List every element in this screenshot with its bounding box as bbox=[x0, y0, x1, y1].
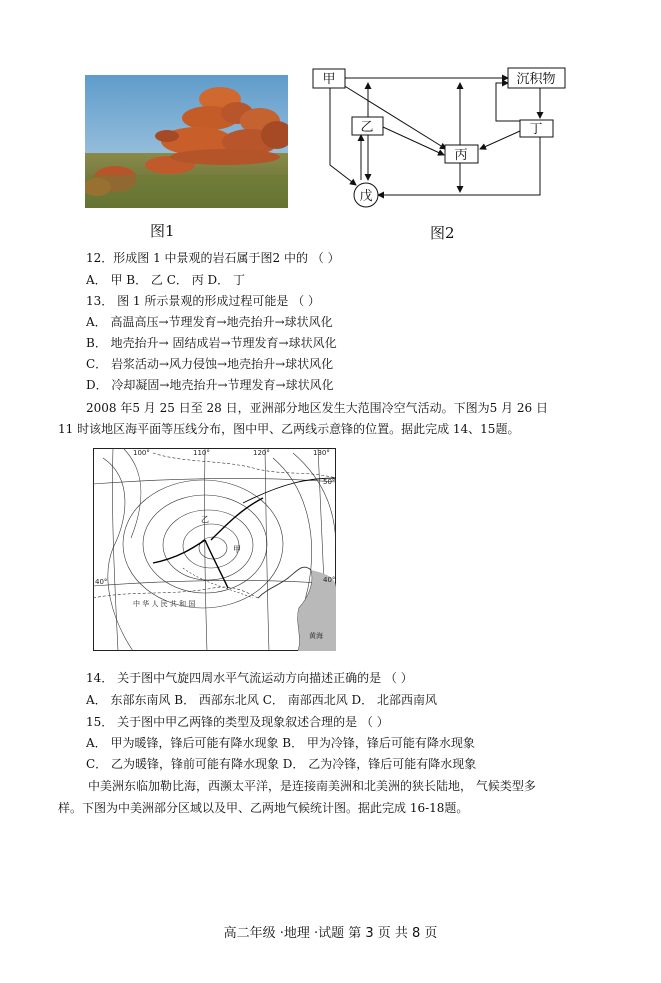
q13-option-c: C． 岩浆活动→风力侵蚀→地壳抬升→球状风化 bbox=[86, 357, 334, 371]
q15-stem: 15． 关于图中甲乙两锋的类型及现象叙述合理的是 （ ） bbox=[86, 715, 389, 729]
q15-options-ab: A． 甲为暖锋，锋后可能有降水现象 B． 甲为冷锋，锋后可能有降水现象 bbox=[86, 736, 475, 750]
page-footer: 高二年级 ·地理 ·试题 第 3 页 共 8 页 bbox=[223, 926, 438, 941]
node-wu: 戊 bbox=[359, 189, 373, 204]
passage-16-18-line1: 中美洲东临加勒比海，西濒太平洋，是连接南美洲和北美洲的狭长陆地， 气候类型多 bbox=[88, 779, 536, 793]
map-label-yi: 乙 bbox=[201, 515, 209, 524]
map-lat-40: 40° bbox=[323, 576, 336, 584]
node-ding: 丁 bbox=[529, 122, 543, 137]
q14-options: A． 东部东南风 B． 西部东北风 C． 南部西北风 D． 北部西南风 bbox=[86, 693, 437, 707]
map-lon-130: 130° bbox=[313, 449, 330, 457]
map-lon-120: 120° bbox=[253, 449, 270, 457]
map-lat-40-left: 40° bbox=[95, 578, 108, 586]
isobar-map bbox=[93, 448, 336, 651]
map-label-jia: 甲 bbox=[233, 545, 241, 554]
map-lon-110: 110° bbox=[193, 449, 210, 457]
q13-stem: 13． 图 1 所示景观的形成过程可能是 （ ） bbox=[86, 294, 320, 308]
q12-options: A． 甲 B． 乙 C． 丙 D． 丁 bbox=[86, 273, 245, 287]
map-lat-50: 50° bbox=[323, 478, 336, 486]
node-yi: 乙 bbox=[360, 120, 374, 135]
figure-2-rock-cycle-diagram bbox=[308, 65, 578, 210]
map-sea-label: 黄海 bbox=[309, 632, 323, 640]
q13-option-b: B． 地壳抬升→ 固结成岩→节理发育→球状风化 bbox=[86, 336, 337, 350]
q12-stem: 12．形成图 1 中景观的岩石属于图2 中的 （ ） bbox=[86, 251, 340, 265]
q14-stem: 14． 关于图中气旋四周水平气流运动方向描述正确的是 （ ） bbox=[86, 671, 413, 685]
passage-16-18-line2: 样。下图为中美洲部分区域以及甲、乙两地气候统计图。据此完成 16-18题。 bbox=[58, 801, 469, 815]
q15-options-cd: C． 乙为暖锋，锋前可能有降水现象 D． 乙为冷锋，锋后可能有降水现象 bbox=[86, 757, 477, 771]
map-lon-100: 100° bbox=[133, 449, 150, 457]
figure-1-photo bbox=[85, 75, 288, 208]
passage-14-15-line2: 11 时该地区海平面等压线分布，图中甲、乙两线示意锋的位置。据此完成 14、15题。 bbox=[58, 422, 520, 436]
node-bing: 丙 bbox=[454, 148, 468, 163]
q13-option-d: D． 冷却凝固→地壳抬升→节理发育→球状风化 bbox=[86, 378, 334, 392]
node-jia: 甲 bbox=[322, 72, 336, 87]
q13-option-a: A． 高温高压→节理发育→地壳抬升→球状风化 bbox=[86, 315, 333, 329]
passage-14-15-line1: 2008 年5 月 25 日至 28 日，亚洲部分地区发生大范围冷空气活动。下图为5 月 26 日 bbox=[86, 401, 548, 415]
figure-1-caption: 图1 bbox=[150, 222, 175, 240]
map-country-label: 中 华 人 民 共 和 国 bbox=[133, 600, 196, 608]
figure-2-caption: 图2 bbox=[430, 224, 455, 242]
node-sediment: 沉积物 bbox=[516, 72, 556, 87]
